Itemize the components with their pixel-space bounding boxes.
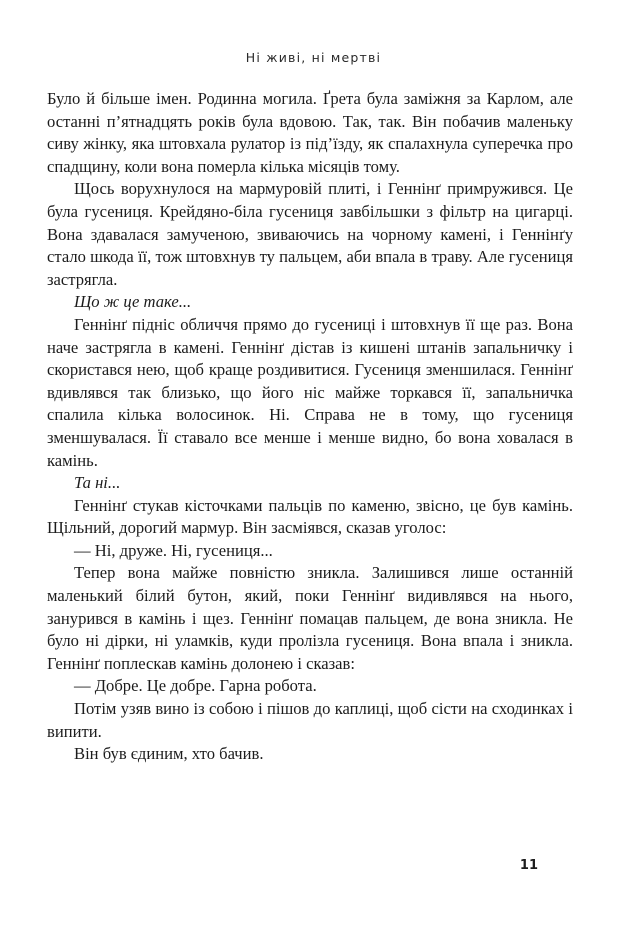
dialogue-line: — Добре. Це добре. Гарна робота. [74, 676, 317, 696]
paragraph: Геннінґ стукав кісточками пальців по каменю, звісно, це був камінь. Щільний, дорогий мармур. Він засміявся, сказав уголос: [47, 495, 573, 538]
paragraph: Потім узяв вино із собою і пішов до каплиці, щоб сісти на сходинках і випити. [47, 699, 573, 741]
paragraph: Щось ворухнулося на мармуровій плиті, і Геннінґ примружився. Це була гусениця. Крейдяно-біла гусениця завбільшки з фільтр на цигарці. Вона здавалася замученою, звиваючись на чорному камені, і Геннінґу стало шкода її, тож штовхнув ту пальцем, аби впала в траву. Але гусениця застрягла. [47, 179, 573, 289]
italic-thought: Та ні... [74, 473, 121, 493]
body-text [47, 88, 573, 766]
paragraph: Він був єдиним, хто бачив. [74, 744, 264, 764]
dialogue-line: — Ні, друже. Ні, гусениця... [74, 540, 273, 560]
running-head: Ні живі, ні мертві [245, 50, 382, 65]
paragraph: Було й більше імен. Родинна могила. Ґрета була заміжня за Карлом, але останні п’ятнадцять років була вдовою. Так, так. Він побачив маленьку сиву жінку, яка штовхала рулатор із під’їзду, як спалахнула суперечка про спадщину, коли вона померла кілька місяців тому. [47, 89, 573, 176]
italic-thought: Що ж це таке... [74, 292, 192, 312]
paragraph: Геннінґ підніс обличчя прямо до гусениці і штовхнув її ще раз. Вона наче застрягла в камені. Геннінґ дістав із кишені штанів запальничку і скористався нею, щоб краще роздивитися. Гусениця зменшилася. Геннінґ вдивлявся так близько, що його ніс майже торкався її, запальничка спалила кілька волосинок. Ні. Справа не в тому, що гусениця зменшувалася. Її ставало все менше і менше видно, бо вона ховалася в камінь. [47, 314, 573, 470]
paragraph: Тепер вона майже повністю зникла. Залишився лише останній маленький білий бутон, який, поки Геннінґ видивлявся на нього, занурився в камінь і щез. Геннінґ помацав пальцем, де вона зникла. Не було ні дірки, ні уламків, куди пролізла гусениця. Вона впала і зникла. Геннінґ поплескав камінь долонею і сказав: [47, 563, 573, 673]
page-number: 11 [519, 858, 538, 873]
